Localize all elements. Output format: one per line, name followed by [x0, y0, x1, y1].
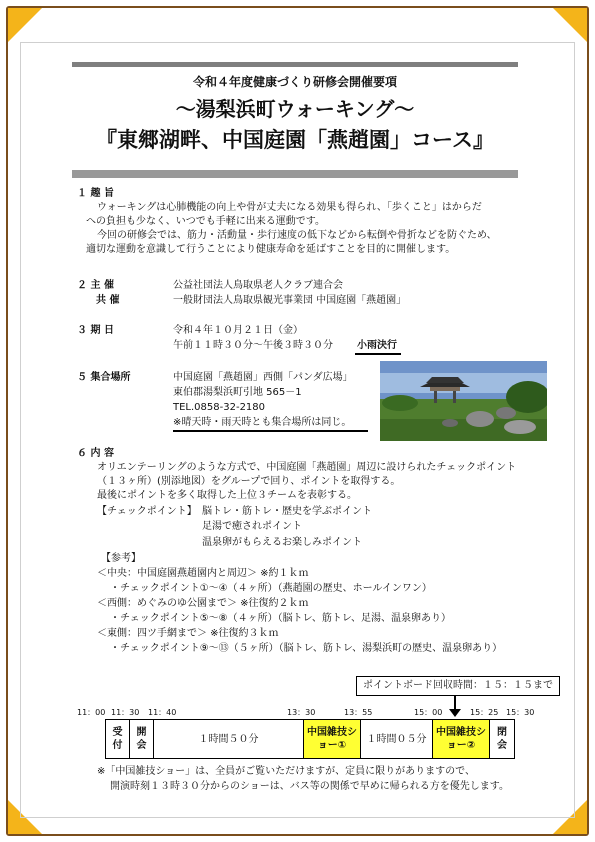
- purpose-line: ウォーキングは心肺機能の向上や骨が丈夫になる効果も得られ、「歩くこと」はからだ: [97, 202, 482, 213]
- schedule-block-reception: 受付: [106, 720, 130, 758]
- host-text: 公益社団法人鳥取県老人クラブ連合会: [173, 280, 343, 291]
- checkpoint-item: 温泉卵がもらえるお楽しみポイント: [202, 537, 362, 548]
- cohost-label: 共 催: [96, 295, 120, 306]
- course-central-detail: ・チェックポイント①～④（４ヶ所）（燕趙園の歴史、ホールインワン）: [110, 583, 432, 594]
- reference-label: 【参考】: [101, 553, 141, 564]
- cohost-text: 一般財団法人鳥取県観光事業団 中国庭園「燕趙園」: [173, 295, 407, 306]
- doc-course-title: 『東郷湖畔、中国庭園「燕趙園」コース』: [96, 128, 494, 152]
- time-label: 11：40: [148, 708, 177, 717]
- schedule-block-closing: 閉会: [497, 727, 507, 751]
- time-label: 15：30: [506, 708, 535, 717]
- purpose-line: 今回の研修会では、筋力・活動量・歩行速度の低下などから転倒や骨折などを防ぐため、: [97, 230, 497, 241]
- checkpoint-item: 脳トレ・筋トレ・歴史を学ぶポイント: [202, 506, 372, 517]
- venue-phone: TEL.0858-32-2180: [173, 402, 266, 413]
- title-rule-bottom: [72, 170, 518, 178]
- checkpoint-label: 【チェックポイント】: [97, 506, 197, 517]
- course-west: ＜西側：めぐみのゆ公園まで＞ ※往復約２ｋｍ: [97, 598, 309, 609]
- venue-note: ※晴天時・雨天時とも集合場所は同じ。: [173, 417, 352, 428]
- garden-photo: [380, 361, 547, 441]
- schedule-block-show-1: 中国雑技ショー①: [304, 720, 361, 758]
- schedule-block-show-2: 中国雑技ショー②: [433, 720, 490, 758]
- event-time: 午前１１時３０分～午後３時３０分: [173, 340, 333, 351]
- venue-line: 中国庭園「燕趙園」西側「パンダ広場」: [173, 372, 353, 383]
- arrow-down-icon: [448, 696, 462, 718]
- course-central: ＜中央：中国庭園燕趙園内と周辺＞ ※約１ｋｍ: [97, 568, 309, 579]
- purpose-line: 適切な運動を意識して行うことにより健康寿命を延ばすことを目的に開催します。: [86, 244, 456, 255]
- course-east-detail: ・チェックポイント⑨～⑬（５ヶ所）（脳トレ、筋トレ、湯梨浜町の歴史、温泉卵あり）: [110, 643, 503, 654]
- time-label: 13：30: [287, 708, 316, 717]
- board-collection-note: ポイントボード回収時間：１５：１５まで: [356, 676, 560, 696]
- venue-address: 東伯郡湯梨浜町引地 565－1: [173, 387, 302, 398]
- content-line: 最後にポイントを多く取得した上位３チームを表彰する。: [97, 490, 357, 501]
- checkpoint-item: 足湯で癒されポイント: [202, 521, 302, 532]
- purpose-line: への負担も少なく、いつでも手軽に出来る運動です。: [86, 216, 325, 227]
- title-rule-top: [72, 62, 518, 67]
- section-heading-organizer: ２ 主 催: [77, 280, 114, 291]
- event-date: 令和４年１０月２１日（金）: [173, 325, 303, 336]
- section-heading-content: ６ 内 容: [77, 448, 114, 459]
- time-label: 15：25: [470, 708, 499, 717]
- time-label: 11：00: [77, 708, 106, 717]
- time-label: 13：55: [344, 708, 373, 717]
- schedule-block-walk: １時間５０分: [154, 720, 304, 758]
- time-label: 11：30: [111, 708, 140, 717]
- content-line: オリエンテーリングのような方式で、中国庭園「燕趙園」周辺に設けられたチェックポイント: [97, 462, 517, 473]
- venue-note-underline: [173, 430, 368, 432]
- schedule-note: ※「中国雑技ショー」は、全員がご覧いただけますが、定員に限りがありますので、: [97, 766, 475, 777]
- schedule-block-walk-2: １時間０５分: [361, 720, 433, 758]
- doc-title: 令和４年度健康づくり研修会開催要項: [192, 75, 397, 89]
- rain-underline: [355, 353, 401, 355]
- course-west-detail: ・チェックポイント⑤～⑧（４ヶ所）（脳トレ、筋トレ、足湯、温泉卵あり）: [110, 613, 452, 624]
- doc-subtitle: ～湯梨浜町ウォーキング～: [175, 97, 415, 121]
- corner-ornament: [553, 8, 587, 42]
- content-line: （１３ヶ所）(別添地図）をグループで回り、ポイントを取得する。: [97, 476, 401, 487]
- course-east: ＜東側：四ツ手網まで＞ ※往復約３ｋｍ: [97, 628, 279, 639]
- schedule-block-opening: 開会: [130, 720, 154, 758]
- rain-policy: 小雨決行: [357, 340, 397, 351]
- time-label: 15：00: [414, 708, 443, 717]
- section-heading-venue: ５ 集合場所: [77, 372, 131, 383]
- schedule-bar: [105, 719, 515, 759]
- corner-ornament: [8, 8, 42, 42]
- schedule-note: 開演時刻１３時３０分からのショーは、バス等の関係で早めに帰られる方を優先します。: [110, 781, 509, 792]
- section-heading-date: ３ 期 日: [77, 325, 114, 336]
- section-heading-purpose: １ 趣 旨: [77, 188, 114, 199]
